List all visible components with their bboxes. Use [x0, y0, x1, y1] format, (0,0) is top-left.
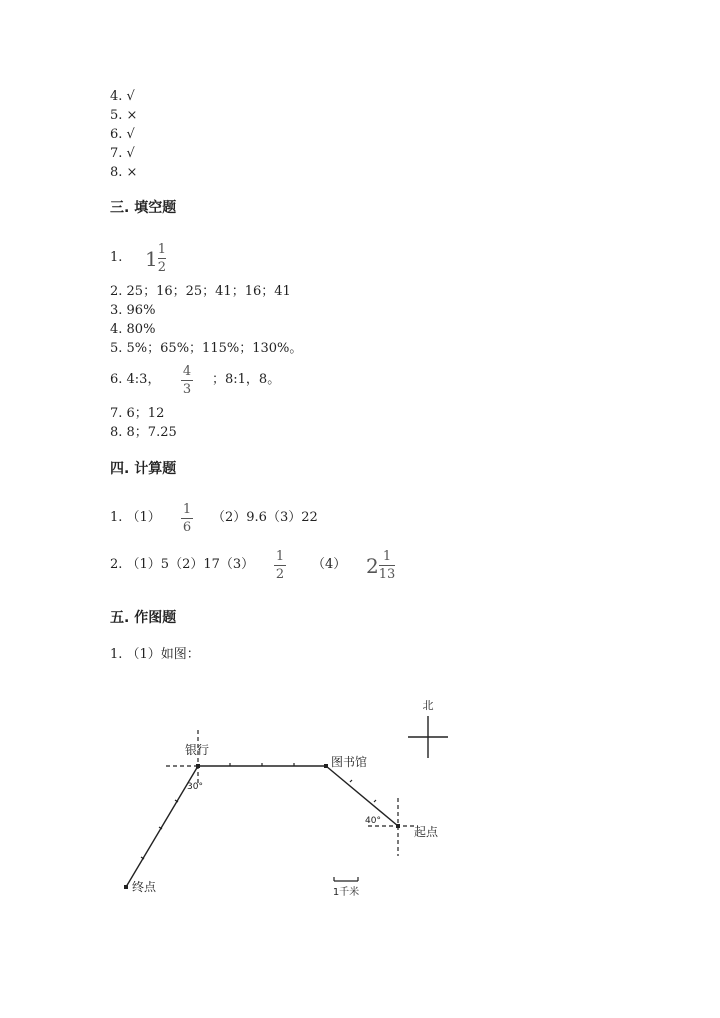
calc-q1-pre: 1. （1） [110, 510, 161, 525]
bank-angle-label: 30° [187, 782, 203, 792]
denominator: 2 [157, 260, 167, 275]
section-title-fill-blank: 三. 填空题 [110, 200, 177, 216]
fill-q7: 7. 6；12 [110, 406, 165, 421]
drawing-q1: 1. （1）如图： [110, 647, 200, 662]
north-compass [408, 716, 448, 758]
numerator: 1 [157, 242, 167, 257]
fill-q8: 8. 8；7.25 [110, 425, 177, 440]
fill-q6-pre: 6. 4:3， [110, 372, 161, 387]
start-point [396, 824, 400, 828]
numerator: 4 [182, 364, 192, 379]
north-label: 北 [422, 699, 434, 712]
denominator: 6 [182, 520, 192, 535]
bank-reference-lines [166, 730, 198, 786]
library-point [324, 764, 328, 768]
section-title-calculation: 四. 计算题 [110, 461, 177, 477]
numerator: 1 [382, 549, 392, 564]
start-angle-label: 40° [365, 816, 381, 826]
library-label: 图书馆 [331, 755, 368, 769]
fill-q6-post: ；8:1，8。 [212, 372, 281, 387]
fill-q2: 2. 25；16；25；41；16；41 [110, 284, 291, 299]
denominator: 13 [378, 567, 396, 582]
calc-q2-mid: （4） [312, 557, 347, 572]
bank-point [196, 764, 200, 768]
numerator: 1 [182, 502, 192, 517]
section-title-drawing: 五. 作图题 [110, 610, 177, 626]
fill-q1-label: 1. [110, 250, 123, 265]
route-path [126, 766, 398, 887]
calc-q2-pre: 2. （1）5（2）17（3） [110, 557, 255, 572]
answer-6: 6. √ [110, 127, 135, 142]
mixed-whole: 1 [145, 246, 158, 271]
answer-5: 5. × [110, 108, 138, 123]
fill-q3: 3. 96% [110, 303, 156, 318]
route-library-start [326, 766, 398, 826]
answer-4: 4. √ [110, 89, 135, 104]
fill-q4: 4. 80% [110, 322, 156, 337]
numerator: 1 [275, 549, 285, 564]
calc-q1-post: （2）9.6（3）22 [212, 510, 318, 525]
mixed-whole: 2 [366, 553, 379, 578]
scale-bar [334, 877, 358, 881]
answer-7: 7. √ [110, 146, 135, 161]
fill-q5: 5. 5%；65%；115%；130%。 [110, 341, 303, 356]
end-point [124, 885, 128, 889]
end-label: 终点 [132, 880, 157, 894]
start-label: 起点 [414, 825, 439, 839]
denominator: 3 [182, 382, 192, 397]
denominator: 2 [275, 567, 285, 582]
bank-label: 银行 [185, 743, 210, 757]
scale-label: 1千米 [332, 887, 360, 898]
answer-8: 8. × [110, 165, 138, 180]
